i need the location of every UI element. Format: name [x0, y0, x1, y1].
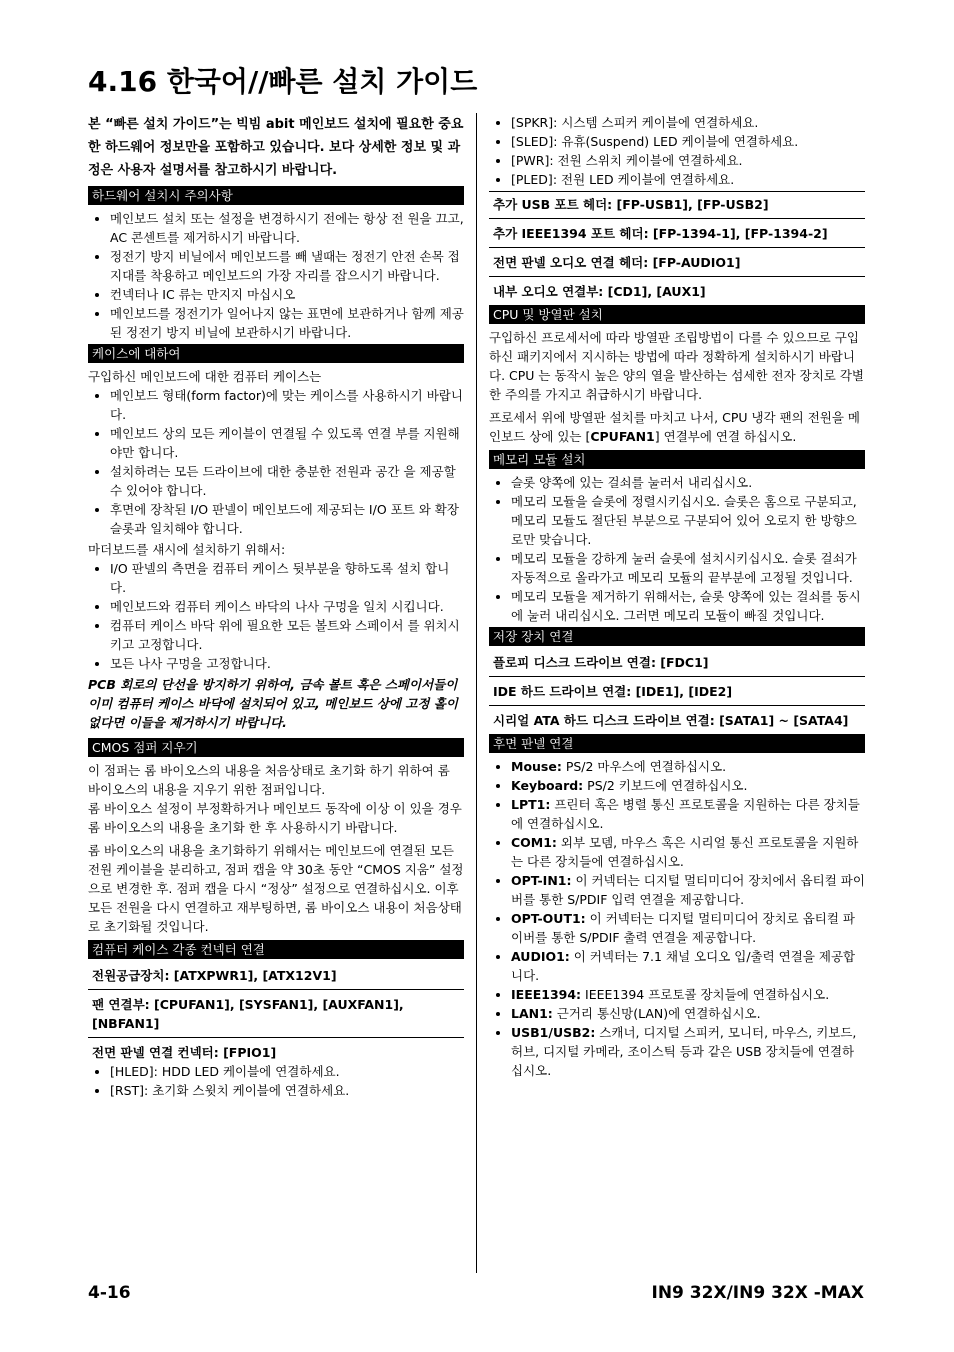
port-name: IEEE1394: [511, 987, 582, 1002]
section-cpu: CPU 및 방열판 설치 [489, 305, 865, 324]
list-item [511, 1004, 865, 1023]
list-item [511, 776, 865, 795]
connector-desc: : 전원 스위치 케이블에 연결하세요. [549, 153, 743, 168]
fdd-heading: 플로피 디스크 드라이브 연결: [FDC1] [489, 650, 865, 677]
case-warning: PCB 회로의 단선을 방지하기 위하여, 금속 볼트 혹은 스페이서들이 이미 컴퓨터 케이스 바닥에 설치되어 있고, 메인보드 상에 고정 홀이 없다면 이들을 제거하시기 바랍니다. [88, 677, 458, 730]
front-audio-heading: 전면 판넬 오디오 연결 헤더: [FP-AUDIO1] [489, 250, 865, 277]
port-name: COM1: [511, 835, 557, 850]
intro-text: 본 “빠른 설치 가이드”는 빅빔 abit 메인보드 설치에 필요한 중요한 하드웨어 정보만을 포함하고 있습니다. 보다 상세한 정보 및 과정은 사용자 설명서를 참고하시기 바랍니다. [88, 117, 464, 178]
list-item: • 메모리 모듈을 제거하기 위해서는, 슬롯 양쪽에 있는 걸쇠를 동시에 눌러 내리십시오. 그러면 메모리 모듈이 빠질 것입니다. [511, 587, 865, 625]
ieee1394-heading: 추가 IEEE1394 포트 헤더: [FP-1394-1], [FP-1394-2] [489, 221, 865, 248]
connector-desc: : 시스템 스피커 케이블에 연결하세요. [553, 115, 759, 130]
connector-desc: : HDD LED 케이블에 연결하세요. [153, 1064, 340, 1079]
list-item [511, 985, 865, 1004]
list-item: • 메인보드를 정전기가 일어나지 않는 표면에 보관하거나 함께 제공된 정전기 방지 비닐에 보관하시기 바랍니다. [110, 304, 464, 342]
connector-code: PLED [515, 172, 548, 187]
cmos-paragraph-1: 이 점퍼는 롬 바이오스의 내용을 처음상태로 초기화 하기 위하여 롬 바이오스의 내용을 지우기 위한 점퍼입니다. [88, 763, 450, 797]
list-item: • [HLED]: HDD LED 케이블에 연결하세요. [110, 1062, 464, 1081]
list-item: • [PWR]: 전원 스위치 케이블에 연결하세요. [511, 151, 865, 170]
power-supply-heading: 전원공급장치: [ATXPWR1], [ATX12V1] [88, 963, 464, 990]
cmos-paragraph-2: 롬 바이오스 설정이 부정확하거나 메인보드 동작에 이상 이 있을 경우 롬 바이오스의 내용을 초기화 한 후 사용하시기 바랍니다. [88, 801, 462, 835]
case-lead-2: 마더보드를 섀시에 설치하기 위해서: [88, 542, 286, 557]
list-item: • 슬롯 양쪽에 있는 걸쇠를 눌러서 내리십시오. [511, 473, 865, 492]
section-hw-precautions: 하드웨어 설치시 주의사항 [88, 186, 464, 205]
front-panel-list-b [489, 113, 865, 189]
list-item: • 후면에 장착된 I/O 판넬이 메인보드에 제공되는 I/O 포트 와 확장 슬롯과 일치해야 합니다. [110, 500, 464, 538]
section-cmos: CMOS 점퍼 지우기 [88, 738, 464, 757]
port-desc: PS/2 키보드에 연결하십시오. [583, 778, 748, 793]
list-item: • 모든 나사 구멍을 고정합니다. [110, 654, 464, 673]
cpu-paragraph-1: 구입하신 프로세서에 따라 방열판 조립방법이 다를 수 있으므로 구입하신 패키지에서 지시하는 방법에 따라 정확하게 설치하시기 바랍니다. CPU 는 동작시 높은 양의 열을 발산하는 섬세한 전자 장치로 각별한 주의를 가지고 취급하시기 바랍니다. [489, 330, 864, 402]
list-item: • [RST]: 초기화 스윗치 케이블에 연결하세요. [110, 1081, 464, 1100]
section-memory: 메모리 모듈 설치 [489, 450, 865, 469]
list-item: • 메모리 모듈을 슬롯에 정렬시키십시오. 슬롯은 홈으로 구분되고, 메모리 모듈도 절단된 부분으로 구분되어 있어 오로지 한 방향으로만 맞습니다. [511, 492, 865, 549]
port-name: USB1/USB2: [511, 1025, 596, 1040]
sata-heading: 시리얼 ATA 하드 디스크 드라이브 연결: [SATA1] ~ [SATA4] [493, 713, 849, 728]
list-item [511, 795, 865, 833]
port-name: Mouse: [511, 759, 562, 774]
memory-list [489, 473, 865, 625]
list-item [511, 833, 865, 871]
hw-precautions-list [88, 209, 464, 342]
right-column [489, 113, 865, 1082]
cpu-text: 프로세서 위에 방열판 설치를 마치고 나서, CPU 냉각 팬의 전원을 메인보드 상에 있는 [ [489, 410, 860, 444]
section-connectors: 컴퓨터 케이스 각종 컨넥터 연결 [88, 940, 464, 959]
port-name: LPT1: [511, 797, 551, 812]
rear-panel-list [489, 757, 865, 1080]
connector-desc: : 전원 LED 케이블에 연결하세요. [552, 172, 735, 187]
case-install-list [88, 559, 464, 673]
connector-code: SPKR [515, 115, 549, 130]
page-number: 4-16 [88, 1283, 131, 1303]
list-item: • 메인보드 상의 모든 케이블이 연결될 수 있도록 연결 부를 지원해야만 합니다. [110, 424, 464, 462]
section-rear-panel: 후면 판넬 연결 [489, 734, 865, 753]
port-desc: 이 커넥터는 디지털 멀티미디어 장치로 옵티컬 파이버를 통한 S/PDIF 출력 연결을 제공합니다. [511, 911, 855, 945]
model-name: IN9 32X/IN9 32X -MAX [651, 1283, 864, 1303]
section-case: 케이스에 대하여 [88, 344, 464, 363]
port-desc: 외부 모뎀, 마우스 혹은 시리얼 통신 프로토콜을 지원하는 다른 장치들에 연결하십시오. [511, 835, 859, 869]
list-item: • 컴퓨터 케이스 바닥 위에 필요한 모든 볼트와 스페이서 를 위치시키고 고정합니다. [110, 616, 464, 654]
front-panel-heading: 전면 판넬 연결 컨넥터: [FPIO1] [92, 1045, 277, 1060]
port-desc: 스캐너, 디지털 스피커, 모니터, 마우스, 키보드, 허브, 디지털 카메라, 조이스틱 등과 같은 USB 장치들에 연결하십시오. [511, 1025, 857, 1078]
case-lead: 구입하신 메인보드에 대한 컴퓨터 케이스는 [88, 369, 322, 384]
usb-heading: 추가 USB 포트 헤더: [FP-USB1], [FP-USB2] [489, 192, 865, 219]
cmos-paragraph-3: 롬 바이오스의 내용을 초기화하기 위해서는 메인보드에 연결된 모든 전원 케이블을 분리하고, 점퍼 캡을 약 30초 동안 “CMOS 지움” 설정으로 변경한 후. 점퍼 캡을 다시 “정상” 설정으로 연결하십시오. 이후 모든 전원을 다시 연결하고 재부팅하면, 롬 바이오스 내용이 처음상태로 초기화될 것입니다. [88, 843, 464, 934]
section-storage: 저장 장치 연결 [489, 627, 865, 646]
list-item: • 메인보드 설치 또는 설정을 변경하시기 전에는 항상 전 원을 끄고, AC 콘센트를 제거하시기 바랍니다. [110, 209, 464, 247]
left-column [88, 113, 464, 1102]
list-item: • 메인보드와 컴퓨터 케이스 바닥의 나사 구멍을 일치 시킵니다. [110, 597, 464, 616]
connector-code: HLED [114, 1064, 149, 1079]
list-item: • 메모리 모듈을 강하게 눌러 슬롯에 설치시키십시오. 슬롯 걸쇠가 자동적으로 올라가고 메모리 모듈의 끝부분에 고정될 것입니다. [511, 549, 865, 587]
fan-heading: 팬 연결부: [CPUFAN1], [SYSFAN1], [AUXFAN1], [NBFAN1] [88, 992, 464, 1038]
list-item: • 설치하려는 모든 드라이브에 대한 충분한 전원과 공간 을 제공할 수 있어야 합니다. [110, 462, 464, 500]
list-item: • 메인보드 형태(form factor)에 맞는 케이스를 사용하시기 바랍니다. [110, 386, 464, 424]
case-list [88, 386, 464, 538]
port-desc: 이 커넥터는 디지털 멀티미디어 장치에서 옵티컬 파이버를 통한 S/PDIF 입력 연결을 제공합니다. [511, 873, 865, 907]
list-item [511, 909, 865, 947]
connector-desc: : 유휴(Suspend) LED 케이블에 연결하세요. [553, 134, 799, 149]
cpu-fan-code: CPUFAN1 [590, 429, 655, 444]
list-item: • [PLED]: 전원 LED 케이블에 연결하세요. [511, 170, 865, 189]
port-desc: 근거리 통신망(LAN)에 연결하십시오. [552, 1006, 761, 1021]
list-item [511, 947, 865, 985]
front-panel-list-a [88, 1062, 464, 1100]
cpu-paragraph-2 [489, 408, 865, 446]
list-item: • I/O 판넬의 측면을 컴퓨터 케이스 뒷부분을 향하도록 설치 합니다. [110, 559, 464, 597]
connector-code: PWR [515, 153, 545, 168]
list-item [511, 757, 865, 776]
list-item [511, 1023, 865, 1080]
connector-desc: : 초기화 스윗치 케이블에 연결하세요. [144, 1083, 350, 1098]
port-desc: PS/2 마우스에 연결하십시오. [561, 759, 727, 774]
cpu-text: ] 연결부에 연결 하십시오. [654, 429, 797, 444]
page-title: 4.16 한국어//빠른 설치 가이드 [88, 65, 478, 98]
internal-audio-heading: 내부 오디오 연결부: [CD1], [AUX1] [493, 284, 706, 299]
list-item: • 컨넥터나 IC 류는 만지지 마십시오 [110, 285, 464, 304]
port-name: LAN1: [511, 1006, 553, 1021]
port-desc: 프린터 혹은 병렬 통신 프로토콜을 지원하는 다른 장치들에 연결하십시오. [511, 797, 860, 831]
connector-code: RST [114, 1083, 140, 1098]
ide-heading: IDE 하드 드라이브 연결: [IDE1], [IDE2] [489, 679, 865, 706]
list-item: • 정전기 방지 비닐에서 메인보드를 빼 낼때는 정전기 안전 손목 접지대를 착용하고 메인보드의 가장 자리를 잡으시기 바랍니다. [110, 247, 464, 285]
port-desc: 이 커넥터는 7.1 채널 오디오 입/출력 연결을 제공합니다. [511, 949, 856, 983]
connector-code: SLED [515, 134, 549, 149]
port-name: OPT-IN1: [511, 873, 572, 888]
list-item: • [SLED]: 유휴(Suspend) LED 케이블에 연결하세요. [511, 132, 865, 151]
port-name: AUDIO1: [511, 949, 570, 964]
column-divider [476, 113, 477, 1273]
list-item: • [SPKR]: 시스템 스피커 케이블에 연결하세요. [511, 113, 865, 132]
port-desc: IEEE1394 프로토콜 장치들에 연결하십시오. [581, 987, 830, 1002]
page-footer [88, 1283, 864, 1309]
list-item [511, 871, 865, 909]
port-name: Keyboard: [511, 778, 584, 793]
port-name: OPT-OUT1: [511, 911, 586, 926]
